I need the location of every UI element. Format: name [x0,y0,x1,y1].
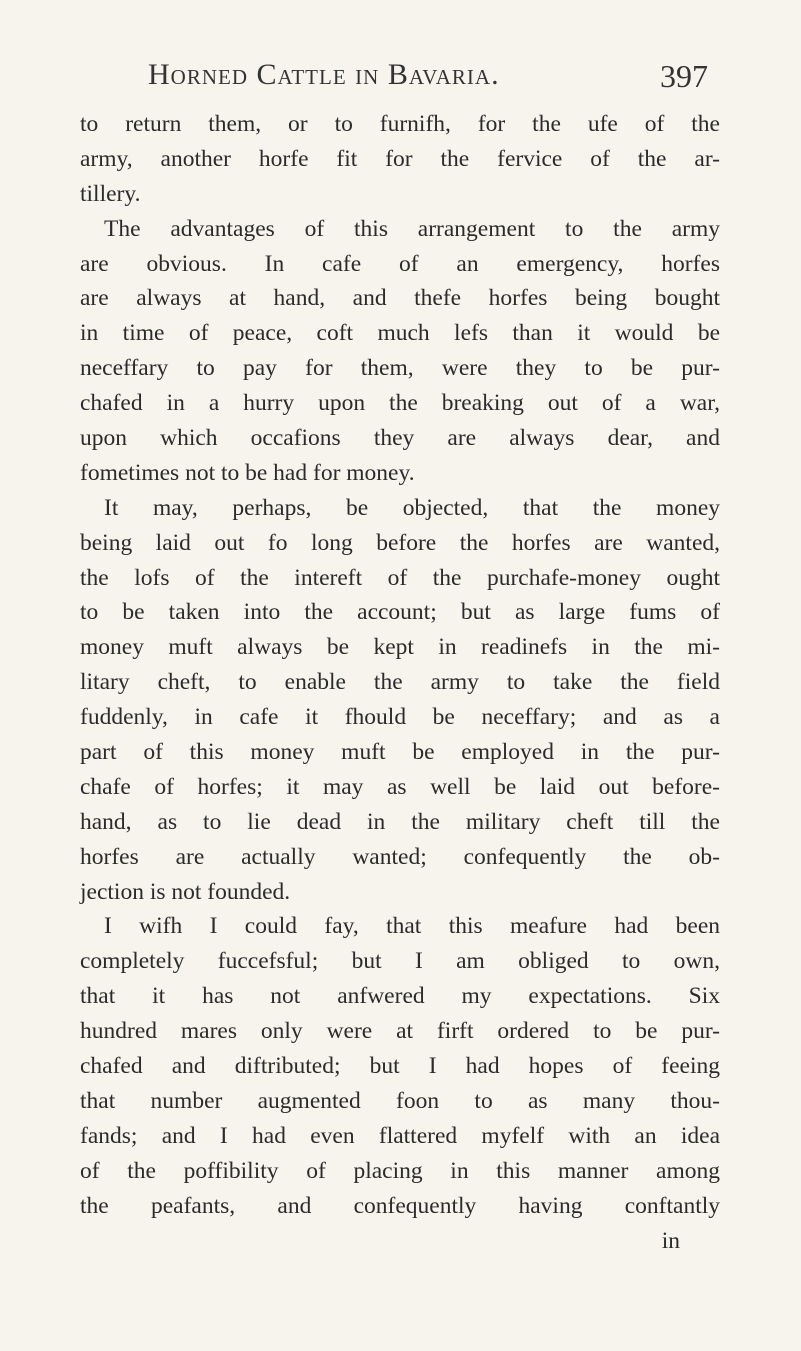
text-line: upon which occafions they are always dear, and [80,425,720,452]
text-line: fometimes not to be had for money. [80,459,415,486]
paragraph-start-line: The advantages of this arrangement to the army [104,215,720,242]
text-line: litary cheft, to enable the army to take the field [80,669,720,696]
text-line: chafed and diftributed; but I had hopes of feeing [80,1053,720,1080]
text-line: that it has not anfwered my expectations. Six [80,983,720,1010]
text-line: hand, as to lie dead in the military cheft till the [80,808,720,835]
text-line: fands; and I had even flattered myfelf with an idea [80,1122,720,1149]
text-line: in time of peace, coft much lefs than it would be [80,320,720,347]
text-line: chafed in a hurry upon the breaking out of a war, [80,390,720,417]
running-head-title: Horned Cattle in Bavaria. [148,58,500,91]
text-line: are always at hand, and thefe horfes being bought [80,285,720,312]
text-line: to be taken into the account; but as large fums of [80,599,720,626]
text-line: jection is not founded. [80,878,291,905]
text-line: completely fuccefsful; but I am obliged to own, [80,948,720,975]
text-line: of the poffibility of placing in this manner among [80,1157,720,1184]
text-line: hundred mares only were at firft ordered to be pur- [80,1018,720,1045]
catchword: in [661,1227,680,1254]
text-line: that number augmented foon to as many thou- [80,1087,720,1114]
paragraph-start-line: It may, perhaps, be objected, that the money [104,494,720,521]
text-line: the peafants, and confequently having conftantly [80,1192,720,1219]
text-line: horfes are actually wanted; confequently the ob- [80,843,720,870]
paragraph-start-line: I wifh I could fay, that this meafure had been [104,913,720,940]
text-line: neceffary to pay for them, were they to be pur- [80,355,720,382]
text-line: are obvious. In cafe of an emergency, horfes [80,250,720,277]
text-line: fuddenly, in cafe it fhould be neceffary; and as a [80,704,720,731]
text-line: army, another horfe fit for the fervice of the ar- [80,145,720,172]
body-text [80,107,720,1258]
text-line: to return them, or to furnifh, for the ufe of the [80,111,720,137]
text-line: part of this money muft be employed in the pur- [80,739,720,766]
page-number: 397 [660,58,708,94]
running-head [148,58,708,98]
text-line: being laid out fo long before the horfes are wanted, [80,529,720,556]
text-line: tillery. [80,180,141,207]
text-line: money muft always be kept in readinefs in the mi- [80,634,720,661]
text-line: the lofs of the intereft of the purchafe-money ought [80,564,720,591]
text-line: chafe of horfes; it may as well be laid out before- [80,773,720,800]
